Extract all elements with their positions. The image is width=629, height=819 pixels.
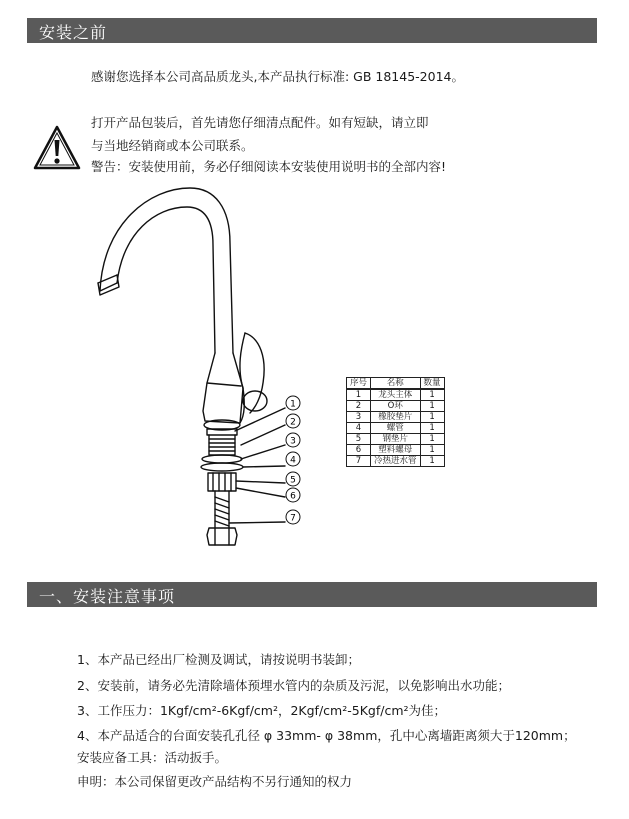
callout-3: 3 xyxy=(290,436,296,447)
cell-qty: 1 xyxy=(420,445,444,456)
table-row xyxy=(347,456,445,467)
cell-name: 塑料螺母 xyxy=(371,445,421,456)
callout-1: 1 xyxy=(290,399,296,410)
table-row xyxy=(347,401,445,412)
cell-name: 螺管 xyxy=(371,423,421,434)
warning-text: 警告：安装使用前，务必仔细阅读本安装使用说明书的全部内容! xyxy=(91,159,447,174)
table-header-row xyxy=(347,378,445,390)
note-item: 3、工作压力：1Kgf/cm²-6Kgf/cm²，2Kgf/cm²-5Kgf/cm²为佳； xyxy=(77,703,447,718)
cell-name: O环 xyxy=(371,401,421,412)
unpack-text-line2: 与当地经销商或本公司联系。 xyxy=(91,138,254,153)
cell-index: 1 xyxy=(347,389,371,401)
table-row xyxy=(347,389,445,401)
unpack-text-line1: 打开产品包装后，首先请您仔细清点配件。如有短缺，请立即 xyxy=(91,115,429,130)
table-row xyxy=(347,445,445,456)
cell-index: 6 xyxy=(347,445,371,456)
cell-name: 冷热进水管 xyxy=(371,456,421,467)
section-title: 安装之前 xyxy=(39,23,108,42)
note-item: 1、本产品已经出厂检测及调试，请按说明书装卸； xyxy=(77,652,360,667)
cell-index: 7 xyxy=(347,456,371,467)
section-header-install-notes xyxy=(27,582,597,607)
table-row xyxy=(347,423,445,434)
note-item: 4、本产品适合的台面安装孔孔径 φ 33mm- φ 38mm，孔中心离墙距离须大于120mm； xyxy=(77,728,576,743)
parts-table xyxy=(346,377,445,467)
cell-index: 4 xyxy=(347,423,371,434)
tools-note: 安装应备工具：活动扳手。 xyxy=(77,750,228,765)
callout-5: 5 xyxy=(290,475,296,486)
faucet-diagram xyxy=(95,183,315,558)
cell-name: 钢垫片 xyxy=(371,434,421,445)
cell-name: 橡胶垫片 xyxy=(371,412,421,423)
callout-7: 7 xyxy=(290,513,296,524)
section-title: 一、安装注意事项 xyxy=(39,587,176,606)
disclaimer-note: 申明：本公司保留更改产品结构不另行通知的权力 xyxy=(77,774,353,789)
cell-index: 5 xyxy=(347,434,371,445)
col-header-qty: 数量 xyxy=(420,378,444,390)
cell-qty: 1 xyxy=(420,389,444,401)
cell-name: 龙头主体 xyxy=(371,389,421,401)
cell-qty: 1 xyxy=(420,434,444,445)
table-row xyxy=(347,412,445,423)
cell-qty: 1 xyxy=(420,423,444,434)
table-row xyxy=(347,434,445,445)
cell-index: 2 xyxy=(347,401,371,412)
intro-text: 感谢您选择本公司高品质龙头,本产品执行标准: GB 18145-2014。 xyxy=(91,69,464,84)
callout-group xyxy=(286,396,300,524)
callout-4: 4 xyxy=(290,455,296,466)
cell-qty: 1 xyxy=(420,456,444,467)
callout-6: 6 xyxy=(290,491,296,502)
warning-triangle-icon xyxy=(32,124,82,172)
col-header-index: 序号 xyxy=(347,378,371,390)
cell-qty: 1 xyxy=(420,412,444,423)
col-header-name: 名称 xyxy=(371,378,421,390)
cell-qty: 1 xyxy=(420,401,444,412)
note-item: 2、安装前，请务必先清除墙体预埋水管内的杂质及污泥，以免影响出水功能； xyxy=(77,678,510,693)
section-header-before-install xyxy=(27,18,597,43)
cell-index: 3 xyxy=(347,412,371,423)
callout-2: 2 xyxy=(290,417,296,428)
